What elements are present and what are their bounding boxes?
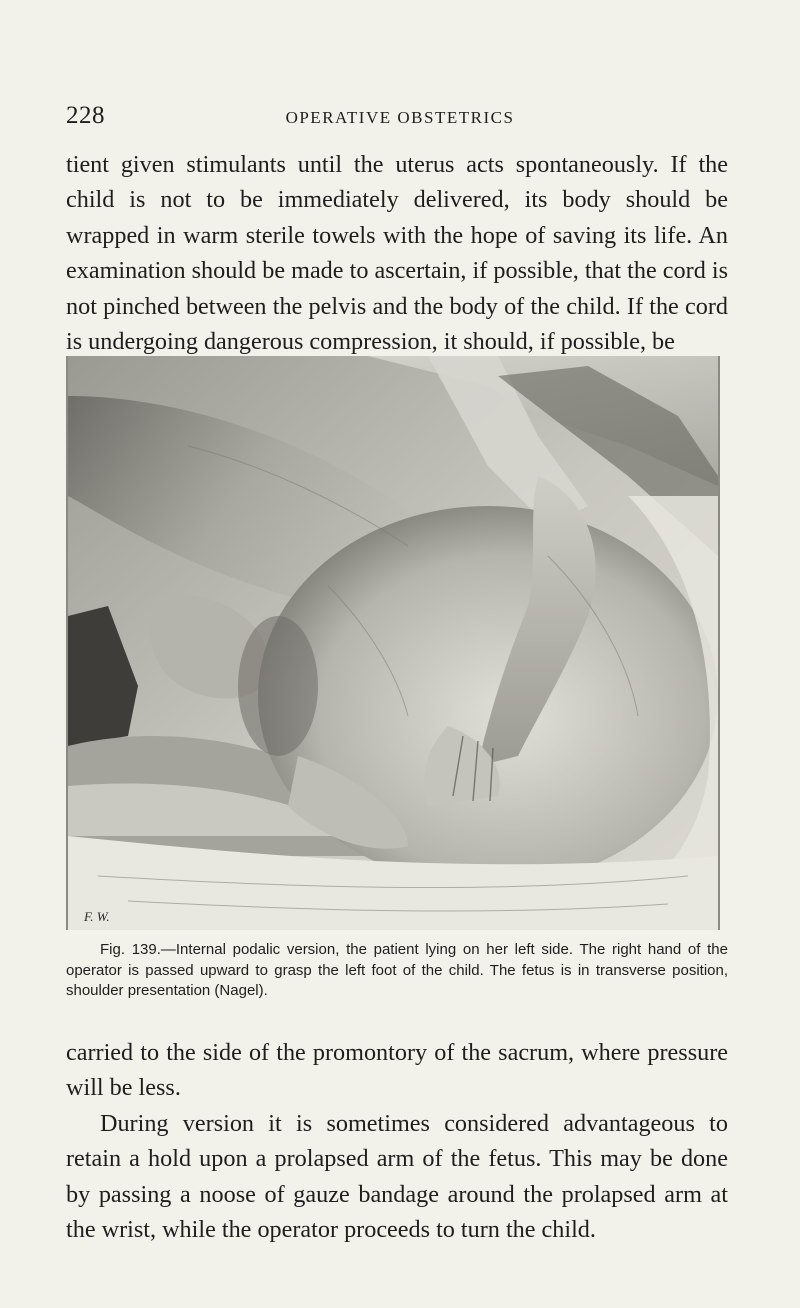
figure-caption: Fig. 139.—Internal podalic version, the patient lying on her left side. The right hand of the operator is passed upward to grasp the left foot of the child. The fetus is in transverse position, shoulder presentation (Nagel). [66,941,728,999]
body-paragraph-continuation: carried to the side of the promontory of the sacrum, where pressure will be less. [66,1039,728,1102]
running-head: OPERATIVE OBSTETRICS [285,108,515,127]
artist-signature: F. W. [84,909,110,924]
body-paragraph-version: During version it is sometimes considered advantageous to retain a hold upon a prolapsed arm of the fetus. This may be done by passing a noose of gauze bandage around the prolapsed arm at the wrist, while the operator proceeds to turn the child. [66,1110,728,1244]
body-paragraph-top: tient given stimulants until the uterus acts spontaneously. If the child is not to be immediately delivered, its body should be wrapped in warm sterile towels with the hope of saving its life. An examination should be made to ascertain, if possible, that the cord is not pinched between the pelvis and the body of the child. If the cord is undergoing dangerous compression, it should, if possible, be [66,151,728,356]
illustration-drawing [68,356,718,930]
figure-illustration [66,356,720,930]
page-number: 228 [66,102,105,129]
